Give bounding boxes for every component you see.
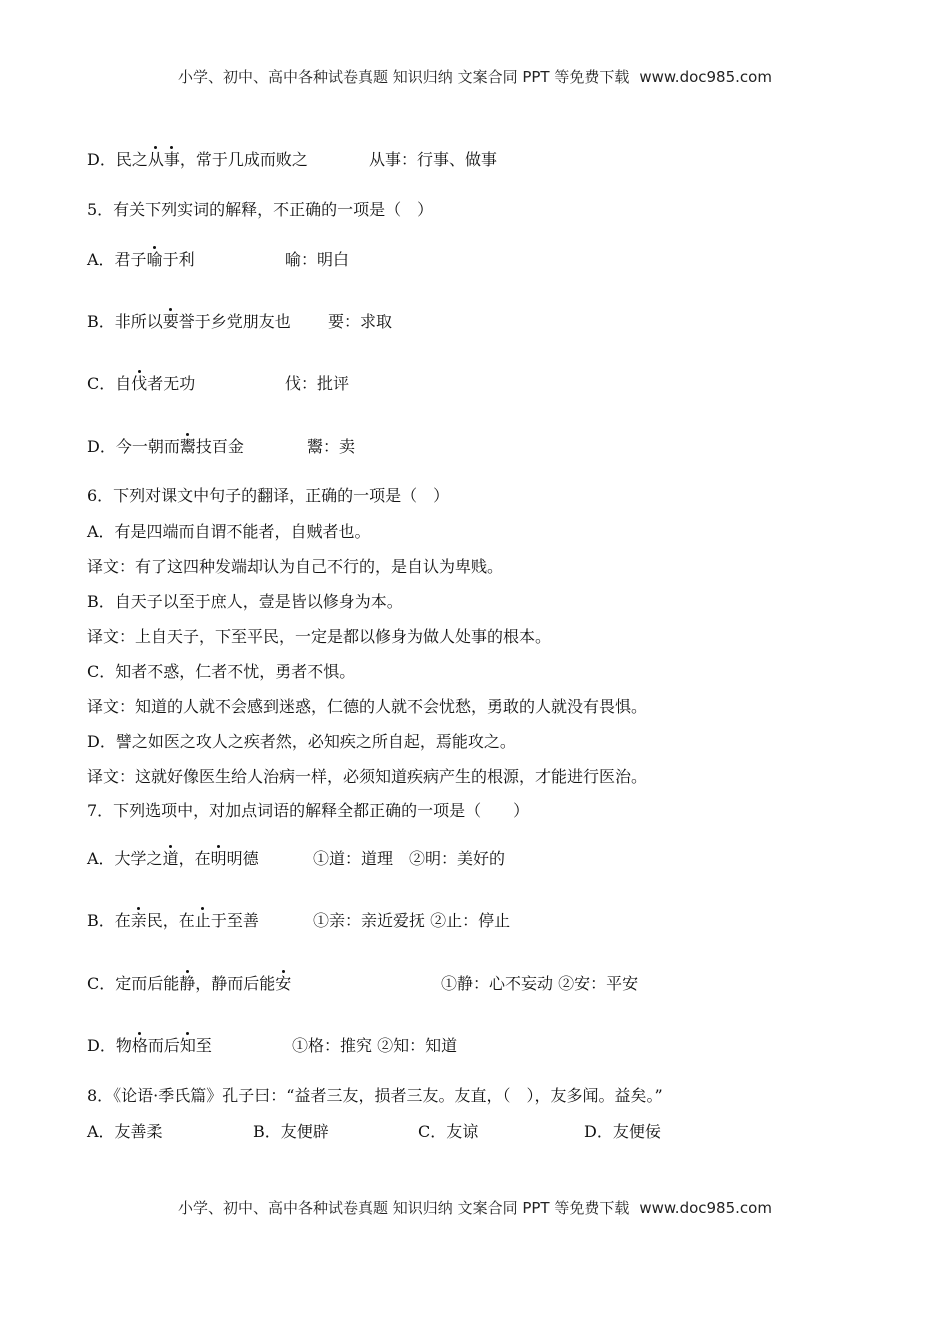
q5c-dotted-char: 伐 — [131, 374, 148, 393]
q5c-text-a: C．自 — [87, 374, 132, 393]
q5d-text-c: 技百金 — [195, 437, 244, 456]
q6-option-a: A．有是四端而自谓不能者，自贼者也。 — [87, 522, 371, 541]
q8-stem: 8．《论语·季氏篇》孔子曰：“益者三友，损者三友。友直，（ ），友多闻。益矣。” — [87, 1086, 663, 1105]
q7c-text-a: C．定而后能 — [87, 974, 180, 993]
q7-option-b — [87, 911, 511, 931]
q7-option-a — [87, 849, 506, 869]
q7a-dotted-char-1: 道 — [162, 849, 179, 868]
q7c-gloss: ①静：心不妄动 ②安：平安 — [441, 974, 639, 993]
q5d-text-a: D．今一朝而 — [87, 437, 180, 456]
q7d-dotted-char-2: 知 — [179, 1036, 196, 1055]
q6-option-c-translation: 译文：知道的人就不会感到迷惑，仁德的人就不会忧愁，勇敢的人就没有畏惧。 — [87, 697, 648, 716]
q7d-text-e: 至 — [195, 1036, 212, 1055]
footer-text: 小学、初中、高中各种试卷真题 知识归纳 文案合同 PPT 等免费下载 — [178, 1199, 630, 1217]
q7b-gloss: ①亲：亲近爱抚 ②止：停止 — [313, 911, 511, 930]
q7d-text-a: D．物 — [87, 1036, 132, 1055]
q5a-gloss: 喻：明白 — [285, 250, 350, 269]
header-url: www.doc985.com — [639, 68, 772, 86]
page-header — [0, 66, 950, 87]
q4d-dotted-char-2: 事 — [163, 150, 180, 169]
q5a-text-a: A．君子 — [87, 250, 147, 269]
q7b-text-a: B．在 — [87, 911, 131, 930]
q7-option-d — [87, 1036, 458, 1056]
q7a-text-c: ，在 — [178, 849, 211, 868]
q6-stem: 6．下列对课文中句子的翻译，正确的一项是（ ） — [87, 486, 450, 505]
q6-option-d-translation: 译文：这就好像医生给人治病一样，必须知道疾病产生的根源，才能进行医治。 — [87, 767, 648, 786]
q8-option-c: C．友谅 — [418, 1122, 479, 1141]
q4d-text-d: ，常于几成而败之 — [179, 150, 308, 169]
q5-option-b — [87, 312, 393, 332]
q5a-text-c: 于利 — [162, 250, 195, 269]
q5-option-c — [87, 374, 350, 394]
q6-option-a-translation: 译文：有了这四种发端却认为自己不行的，是自认为卑贱。 — [87, 557, 504, 576]
q7a-text-a: A．大学之 — [87, 849, 163, 868]
q5a-dotted-char: 喻 — [146, 250, 163, 269]
q5-stem: 5．有关下列实词的解释，不正确的一项是（ ） — [87, 200, 434, 219]
q7a-text-e: 明德 — [226, 849, 259, 868]
q7d-dotted-char-1: 格 — [131, 1036, 148, 1055]
q6-option-c: C．知者不惑，仁者不忧，勇者不惧。 — [87, 662, 356, 681]
header-text: 小学、初中、高中各种试卷真题 知识归纳 文案合同 PPT 等免费下载 — [178, 68, 630, 86]
q7c-text-c: ，静而后能 — [195, 974, 276, 993]
q7-stem: 7．下列选项中，对加点词语的解释全都正确的一项是（ ） — [87, 801, 530, 820]
q8-option-d: D．友便佞 — [584, 1122, 661, 1141]
q5b-dotted-char: 要 — [162, 312, 179, 331]
q7b-text-e: 于至善 — [210, 911, 259, 930]
q7c-dotted-char-2: 安 — [275, 974, 292, 993]
q8-option-a: A．友善柔 — [87, 1122, 163, 1141]
footer-url: www.doc985.com — [639, 1199, 772, 1217]
q5b-text-c: 誉于乡党朋友也 — [178, 312, 291, 331]
q5c-gloss: 伐：批评 — [285, 374, 350, 393]
q5b-text-a: B．非所以 — [87, 312, 163, 331]
q4d-text-a: D．民之 — [87, 150, 148, 169]
q5c-text-c: 者无功 — [147, 374, 196, 393]
q7b-dotted-char-1: 亲 — [130, 911, 147, 930]
q5d-dotted-char: 鬻 — [179, 437, 196, 456]
q4d-dotted-char-1: 从 — [147, 150, 164, 169]
q7a-dotted-char-2: 明 — [210, 849, 227, 868]
q7d-text-c: 而后 — [147, 1036, 180, 1055]
q5b-gloss: 要：求取 — [328, 312, 393, 331]
q4-option-d — [87, 150, 498, 170]
q7b-dotted-char-2: 止 — [194, 911, 211, 930]
q7a-gloss: ①道：道理 ②明：美好的 — [313, 849, 506, 868]
q8-option-b: B．友便辟 — [253, 1122, 329, 1141]
q5-option-a — [87, 250, 350, 270]
q7c-dotted-char-1: 静 — [179, 974, 196, 993]
q7-option-c — [87, 974, 639, 994]
q5d-gloss: 鬻：卖 — [307, 437, 356, 456]
q7d-gloss: ①格：推究 ②知：知道 — [292, 1036, 458, 1055]
q6-option-b-translation: 译文：上自天子，下至平民，一定是都以修身为做人处事的根本。 — [87, 627, 552, 646]
q7b-text-c: 民，在 — [146, 911, 195, 930]
q6-option-b: B．自天子以至于庶人，壹是皆以修身为本。 — [87, 592, 403, 611]
q4d-gloss: 从事：行事、做事 — [369, 150, 498, 169]
q5-option-d — [87, 437, 356, 457]
q6-option-d: D．譬之如医之攻人之疾者然，必知疾之所自起，焉能攻之。 — [87, 732, 516, 751]
page-footer — [0, 1197, 950, 1218]
